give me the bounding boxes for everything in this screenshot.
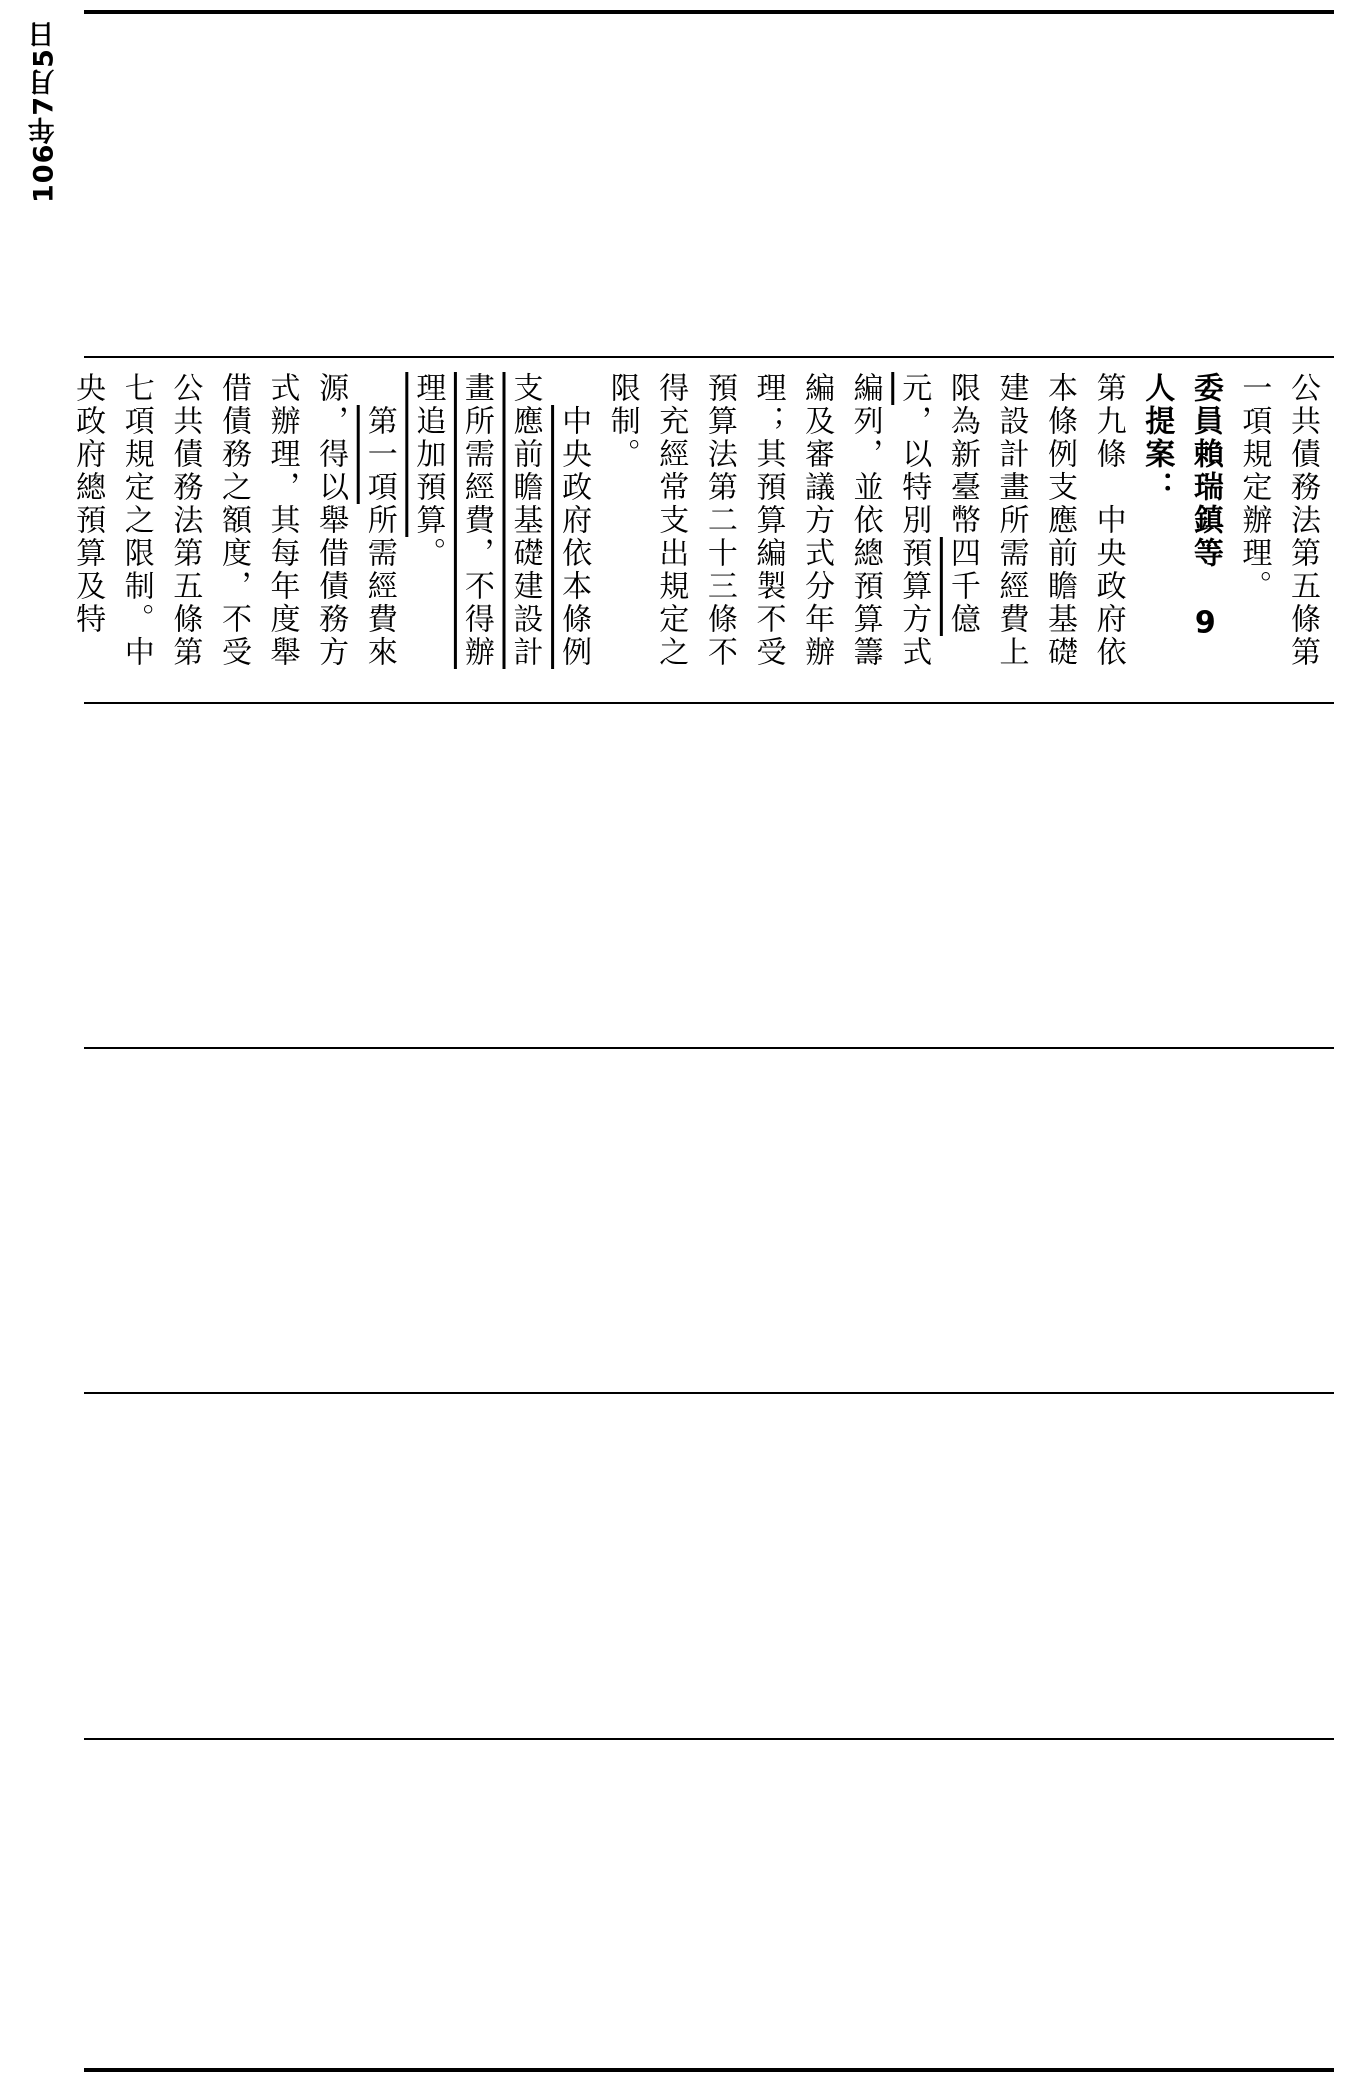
underlined-reference: 第一項 [361, 405, 397, 504]
underlined-amendment: 中央政府依本條例支應前瞻基礎建設計畫所需經費，不得辦理追加預算 [410, 372, 592, 669]
clause-paragraph-1: 第九條 中央政府依本條例支應前瞻基礎建設計畫所需經費上限為新臺幣四千億元，以特別預算方式編列，並依總預算籌編及審議方式分年辦理；其預算編製不受預算法第二十三條不得充經常支出規定之限制。 [604, 372, 1126, 669]
clause-paragraph-3: 第一項所需經費來源，得以舉借債務方式辦理，其每年度舉借債務之額度，不受公共債務法第五條第七項規定之限制。中央政府總預算及特 [70, 372, 397, 669]
top-rule [84, 10, 1334, 14]
proposer-heading: 委員賴瑞鎮等 9 人提案： [1139, 372, 1223, 638]
row-divider-2 [84, 702, 1334, 704]
row-divider-1 [84, 356, 1334, 358]
row-divider-4 [84, 1392, 1334, 1394]
row-divider-5 [84, 1738, 1334, 1740]
page-date: 106年7月5日 [28, 20, 60, 203]
clause-label: 第九條 [1090, 372, 1126, 471]
bottom-rule [84, 2068, 1334, 2072]
article-text [70, 372, 1326, 692]
clause-paragraph-2: 中央政府依本條例支應前瞻基礎建設計畫所需經費，不得辦理追加預算。 [410, 372, 592, 669]
intro-text: 公共債務法第五條第一項規定辦理。 [1236, 372, 1320, 669]
underlined-amount: 四千億元 [896, 372, 980, 636]
row-divider-3 [84, 1047, 1334, 1049]
